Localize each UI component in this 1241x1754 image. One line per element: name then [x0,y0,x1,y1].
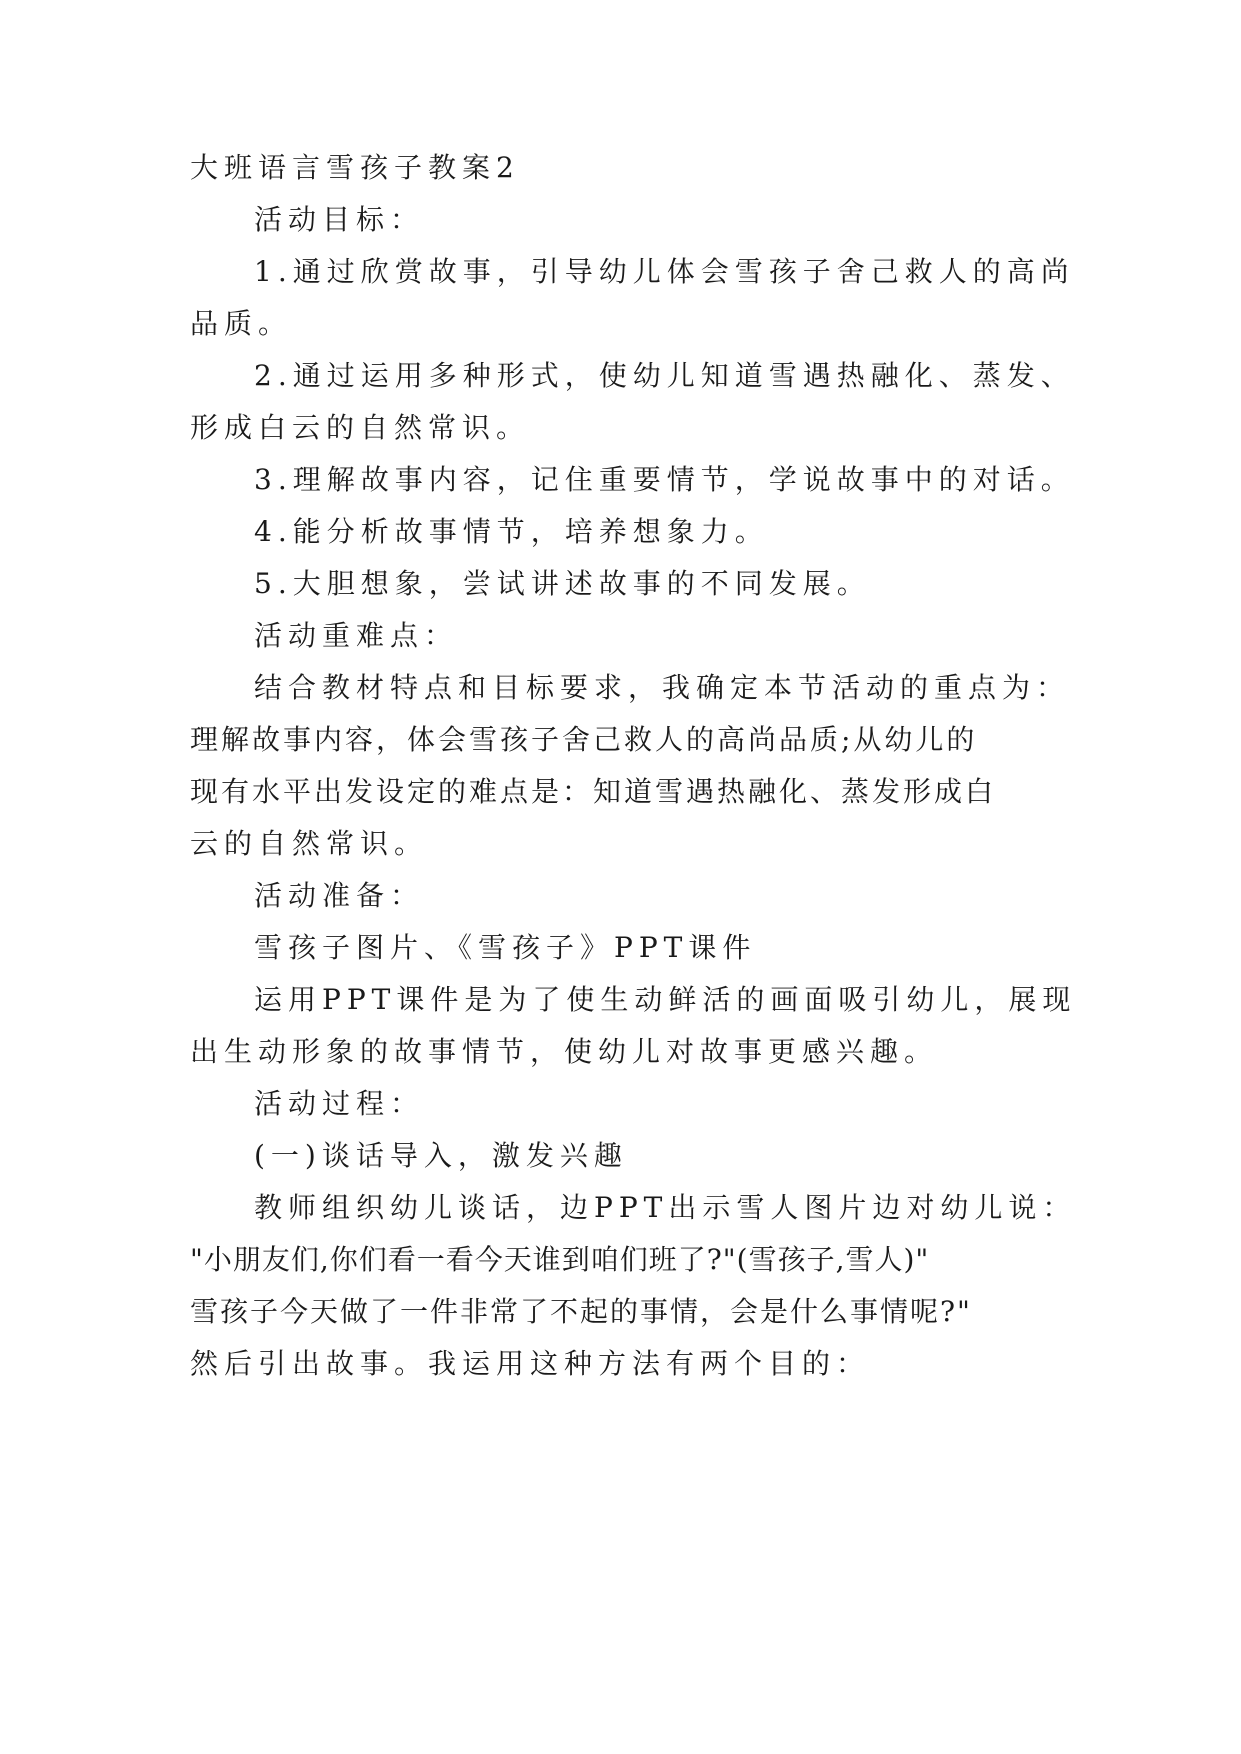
paragraph-line: 出生动形象的故事情节，使幼儿对故事更感兴趣。 [190,1035,939,1068]
paragraph-line: 2.通过运用多种形式，使幼儿知道雪遇热融化、蒸发、 [254,359,1075,392]
section-heading-preparation: 活动准备： [254,879,425,912]
paragraph-line: 然后引出故事。我运用这种方法有两个目的： [190,1347,871,1380]
paragraph-line: 形成白云的自然常识。 [190,411,531,444]
paragraph-line: 雪孩子图片、《雪孩子》PPT课件 [254,931,757,964]
paragraph-line: 3.理解故事内容，记住重要情节，学说故事中的对话。 [254,463,1075,496]
paragraph-line: 5.大胆想象，尝试讲述故事的不同发展。 [254,567,871,600]
section-heading-process: 活动过程： [254,1087,425,1120]
paragraph-line: 运用PPT课件是为了使生动鲜活的画面吸引幼儿，展现 [254,983,1077,1016]
paragraph-line: 理解故事内容，体会雪孩子舍己救人的高尚品质;从幼儿的 [190,723,978,756]
paragraph-line: "小朋友们,你们看一看今天谁到咱们班了?"(雪孩子,雪人)" [190,1243,930,1276]
document-title: 大班语言雪孩子教案2 [190,151,520,184]
paragraph-line: 1.通过欣赏故事，引导幼儿体会雪孩子舍己救人的高尚 [254,255,1075,288]
section-heading-key-points: 活动重难点： [254,619,459,652]
paragraph-line: 现有水平出发设定的难点是：知道雪遇热融化、蒸发形成白 [190,775,997,808]
paragraph-line: 结合教材特点和目标要求，我确定本节活动的重点为： [254,671,1071,704]
paragraph-line: 4.能分析故事情节，培养想象力。 [254,515,769,548]
subsection-heading: (一)谈话导入，激发兴趣 [254,1139,628,1172]
paragraph-line: 云的自然常识。 [190,827,429,860]
paragraph-line: 雪孩子今天做了一件非常了不起的事情，会是什么事情呢?" [190,1295,972,1328]
section-heading-objectives: 活动目标： [254,203,425,236]
paragraph-line: 教师组织幼儿谈话，边PPT出示雪人图片边对幼儿说： [254,1191,1077,1224]
paragraph-line: 品质。 [190,307,293,340]
